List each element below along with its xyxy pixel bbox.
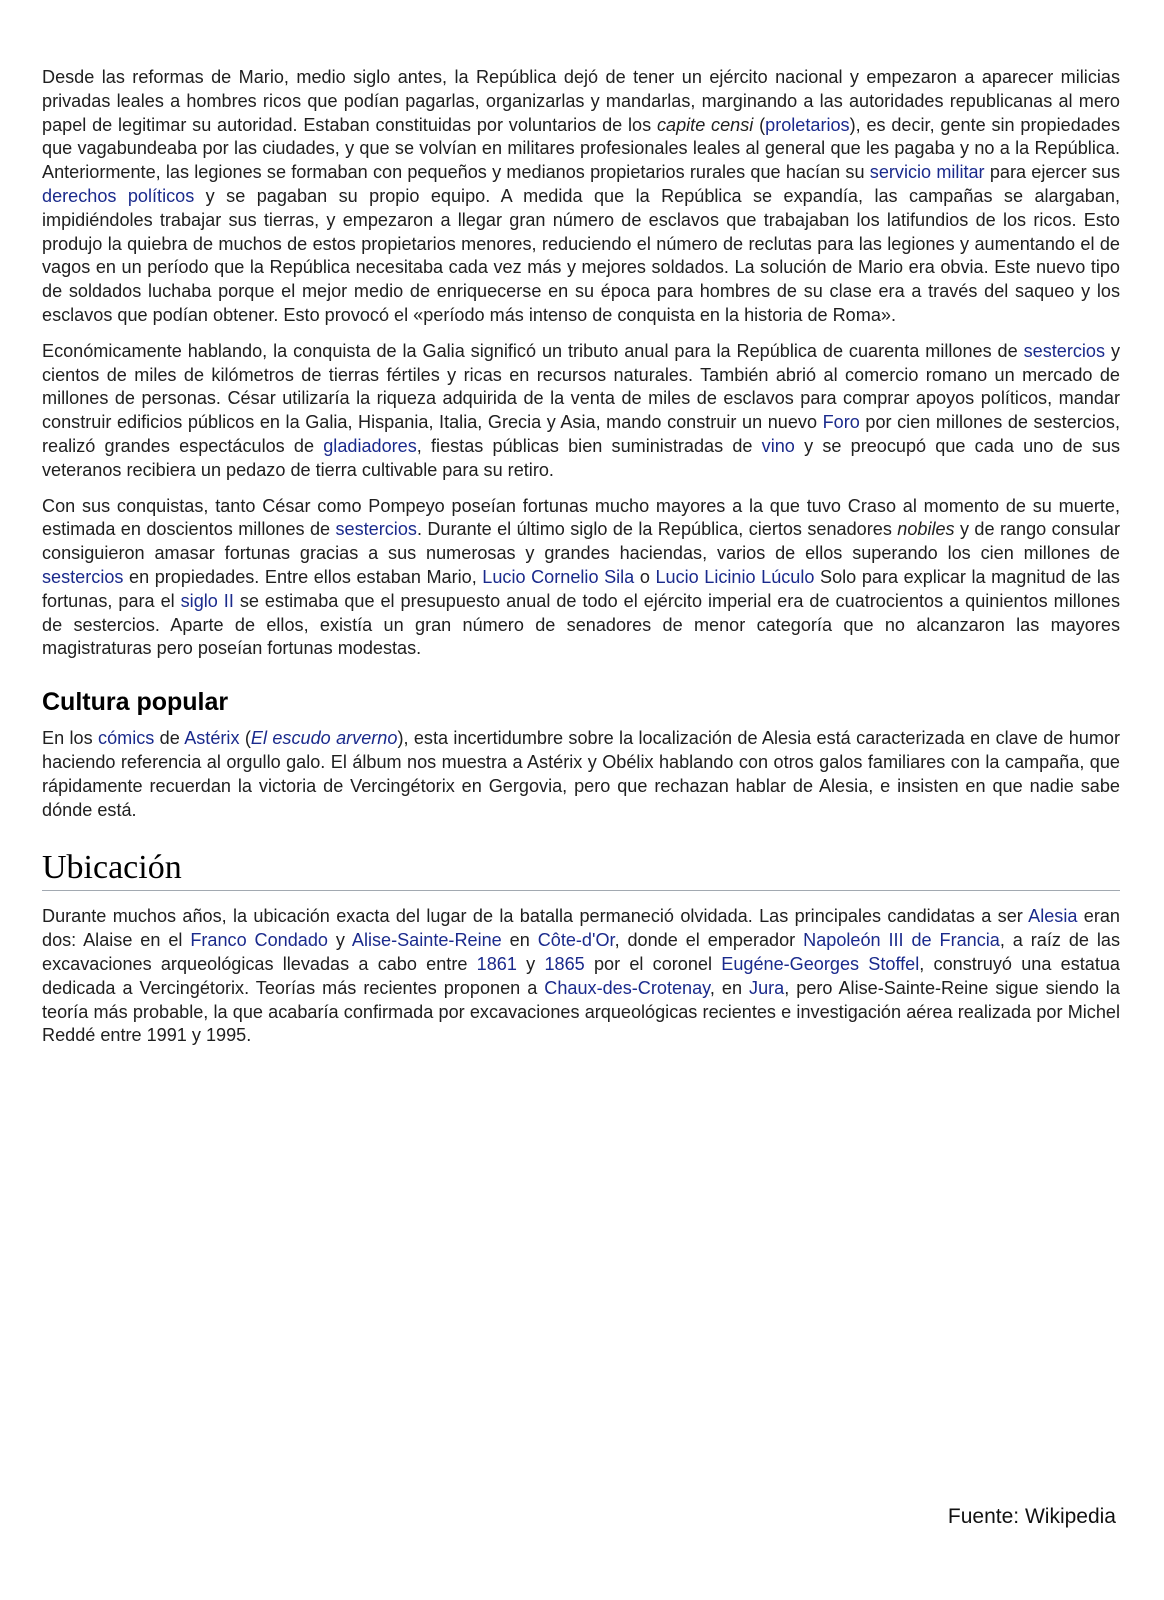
link-1861[interactable]: 1861 [476,953,517,974]
article-body [42,66,1120,1048]
paragraph-ubicacion: Durante muchos años, la ubicación exacta del lugar de la batalla permaneció olvidada. Las principales candidatas a ser Alesia eran dos: Alaise en el Franco Condado y Alise-Sainte-Reine en Côte-d'Or, donde el emperador Napoleón III de Francia, a raíz de las excavaciones arqueológicas llevadas a cabo entre 1861 y 1865 por el coronel Eugéne-Georges Stoffel, construyó una estatua dedicada a Vercingétorix. Teorías más recientes proponen a Chaux-des-Crotenay, en Jura, pero Alise-Sainte-Reine sigue siendo la teoría más probable, la que acabaría confirmada por excavaciones arqueológicas recientes e investigación aérea realizada por Michel Reddé entre 1991 y 1995. [42,906,1120,1046]
link-el-escudo-arverno[interactable]: El escudo arverno [250,728,398,749]
heading-ubicacion: Ubicación [42,848,1120,891]
link-proletarios[interactable]: proletarios [765,114,850,135]
link-1865[interactable]: 1865 [544,953,585,974]
link-sestercios[interactable]: sestercios [42,566,124,587]
link-comics[interactable]: cómics [98,728,155,749]
link-alesia[interactable]: Alesia [1028,906,1078,927]
link-franco-condado[interactable]: Franco Condado [190,930,328,951]
heading-cultura-popular: Cultura popular [42,688,229,717]
link-vino[interactable]: vino [761,435,795,456]
link-foro[interactable]: Foro [822,412,860,433]
latin-term: nobiles [897,519,955,540]
paragraph-fortunas: Con sus conquistas, tanto César como Pompeyo poseían fortunas mucho mayores a la que tuvo Craso al momento de su muerte, estimada en doscientos millones de sestercios. Durante el último siglo de la República, ciertos senadores nobiles y de rango consular consiguieron amasar fortunas gracias a sus numerosas y grandes haciendas, varios de ellos superando los cien millones de sestercios en propiedades. Entre ellos estaban Mario, Lucio Cornelio Sila o Lucio Licinio Lúculo Solo para explicar la magnitud de las fortunas, para el siglo II se estimaba que el presupuesto anual de todo el ejército imperial era de cuatrocientos a quinientos millones de sestercios. Aparte de ellos, existía un gran número de senadores de menor categoría que no alcanzaron las mayores magistraturas pero poseían fortunas modestas. [42,495,1120,659]
paragraph-cultura-popular: En los cómics de Astérix (El escudo arverno), esta incertidumbre sobre la localización de Alesia está caracterizada en clave de humor haciendo referencia al orgullo galo. El álbum nos muestra a Astérix y Obélix hablando con otros galos familiares con la campaña, que rápidamente recuerdan la victoria de Vercingétorix en Gergovia, pero que rechazan hablar de Alesia, e insisten en que nadie sabe dónde está. [42,728,1120,820]
link-sestercios[interactable]: sestercios [335,519,417,540]
link-sestercios[interactable]: sestercios [1023,340,1106,361]
link-chaux-des-crotenay[interactable]: Chaux-des-Crotenay [544,977,710,998]
link-alise-sainte-reine[interactable]: Alise-Sainte-Reine [351,930,502,951]
link-gladiadores[interactable]: gladiadores [323,435,417,456]
link-lucio-cornelio-sila[interactable]: Lucio Cornelio Sila [482,566,635,587]
link-eugene-georges-stoffel[interactable]: Eugéne-Georges Stoffel [721,953,920,974]
link-cote-d-or[interactable]: Côte-d'Or [537,930,615,951]
link-lucio-licinio-luculo[interactable]: Lucio Licinio Lúculo [655,566,815,587]
link-asterix[interactable]: Astérix [184,728,240,749]
link-jura[interactable]: Jura [749,977,785,998]
source-credit: Fuente: Wikipedia [947,1505,1116,1528]
link-servicio-militar[interactable]: servicio militar [869,162,985,183]
link-napoleon-iii[interactable]: Napoleón III de Francia [803,930,1000,951]
link-derechos-politicos[interactable]: derechos políticos [42,185,195,206]
link-siglo-ii[interactable]: siglo II [180,590,234,611]
paragraph-economia: Económicamente hablando, la conquista de la Galia significó un tributo anual para la República de cuarenta millones de sestercios y cientos de miles de kilómetros de tierras fértiles y ricas en recursos naturales. También abrió al comercio romano un mercado de millones de personas. César utilizaría la riqueza adquirida de la venta de miles de esclavos para comprar apoyos políticos, mandar construir edificios públicos en la Galia, Hispania, Italia, Grecia y Asia, mando construir un nuevo Foro por cien millones de sestercios, realizó grandes espectáculos de gladiadores, fiestas públicas bien suministradas de vino y se preocupó que cada uno de sus veteranos recibiera un pedazo de tierra cultivable para su retiro. [42,340,1120,480]
latin-term: capite censi [656,114,754,135]
paragraph-reformas-mario: Desde las reformas de Mario, medio siglo antes, la República dejó de tener un ejército nacional y empezaron a aparecer milicias privadas leales a hombres ricos que podían pagarlas, organizarlas y mandarlas, marginando a las autoridades republicanas al mero papel de legitimar su autoridad. Estaban constituidas por voluntarios de los capite censi (proletarios), es decir, gente sin propiedades que vagabundeaba por las ciudades, y que se volvían en militares profesionales leales al general que les pagaba y no a la República. Anteriormente, las legiones se formaban con pequeños y medianos propietarios rurales que hacían su servicio militar para ejercer sus derechos políticos y se pagaban su propio equipo. A medida que la República se expandía, las campañas se alargaban, impidiéndoles trabajar sus tierras, y empezaron a llegar gran número de esclavos que trabajaban los latifundios de los ricos. Esto produjo la quiebra de muchos de estos propietarios menores, reduciendo el número de reclutas para las legiones y aumentando el de vagos en un período que la República necesitaba cada vez más y mejores soldados. La solución de Mario era obvia. Este nuevo tipo de soldados luchaba porque el mejor medio de enriquecerse en su época para hombres de su clase era a través del saqueo y los esclavos que podían obtener. Esto provocó el «período más intenso de conquista en la historia de Roma». [42,67,1120,325]
